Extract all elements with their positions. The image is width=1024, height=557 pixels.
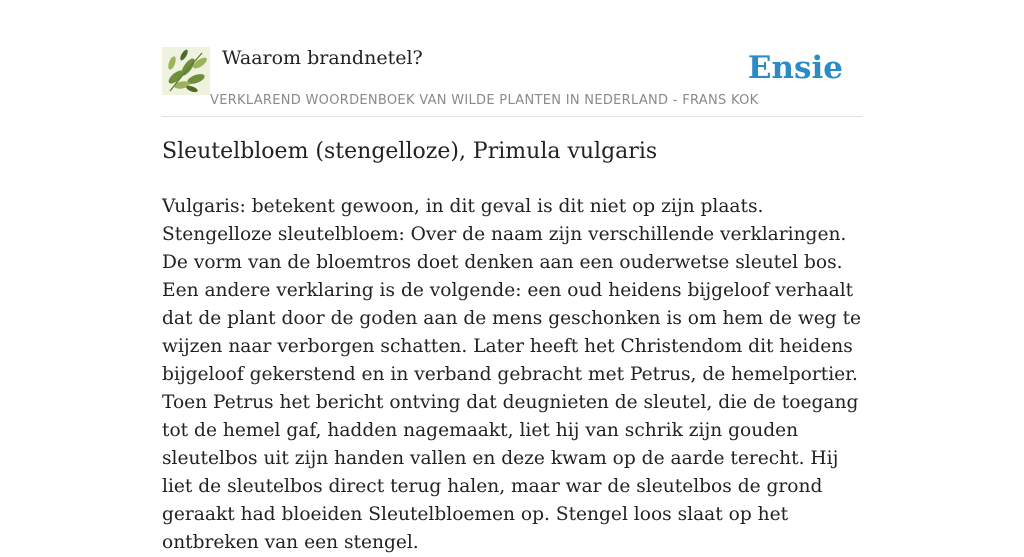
source-subtitle[interactable]: VERKLAREND WOORDENBOEK VAN WILDE PLANTEN IN NEDERLAND - FRANS KOK: [210, 93, 759, 108]
brand-logo[interactable]: Ensie: [747, 50, 843, 86]
entry-body: [162, 193, 864, 557]
source-title[interactable]: Waarom brandnetel?: [222, 47, 423, 69]
entry-paragraph: Stengelloze sleutelbloem: Over de naam zijn verschillende verklaringen. De vorm van de bloemtros doet denken aan een ouderwetse sleutel bos. Een andere verklaring is de volgende: een oud heidens bijgeloof verhaalt dat de plant door de goden aan de mens geschonken is om hem de weg te wijzen naar verborgen schatten. Later heeft het Christendom dit heidens bijgeloof gekerstend en in verband gebracht met Petrus, de hemelportier. Toen Petrus het bericht ontving dat deugnieten de sleutel, die de toegang tot de hemel gaf, hadden nagemaakt, liet hij van schrik zijn gouden sleutelbos uit zijn handen vallen en deze kwam op de aarde terecht. Hij liet de sleutelbos direct terug halen, maar war de sleutelbos de grond geraakt had bloeiden Sleutelbloemen op. Stengel loos slaat op het ontbreken van een stengel.: [162, 224, 862, 553]
source-header: [162, 44, 862, 117]
source-avatar[interactable]: [162, 47, 210, 95]
entry-title: Sleutelbloem (stengelloze), Primula vulgaris: [162, 139, 658, 164]
entry-paragraph: Vulgaris: betekent gewoon, in dit geval is dit niet op zijn plaats.: [162, 196, 764, 217]
leaf-illustration-icon: [162, 47, 210, 95]
